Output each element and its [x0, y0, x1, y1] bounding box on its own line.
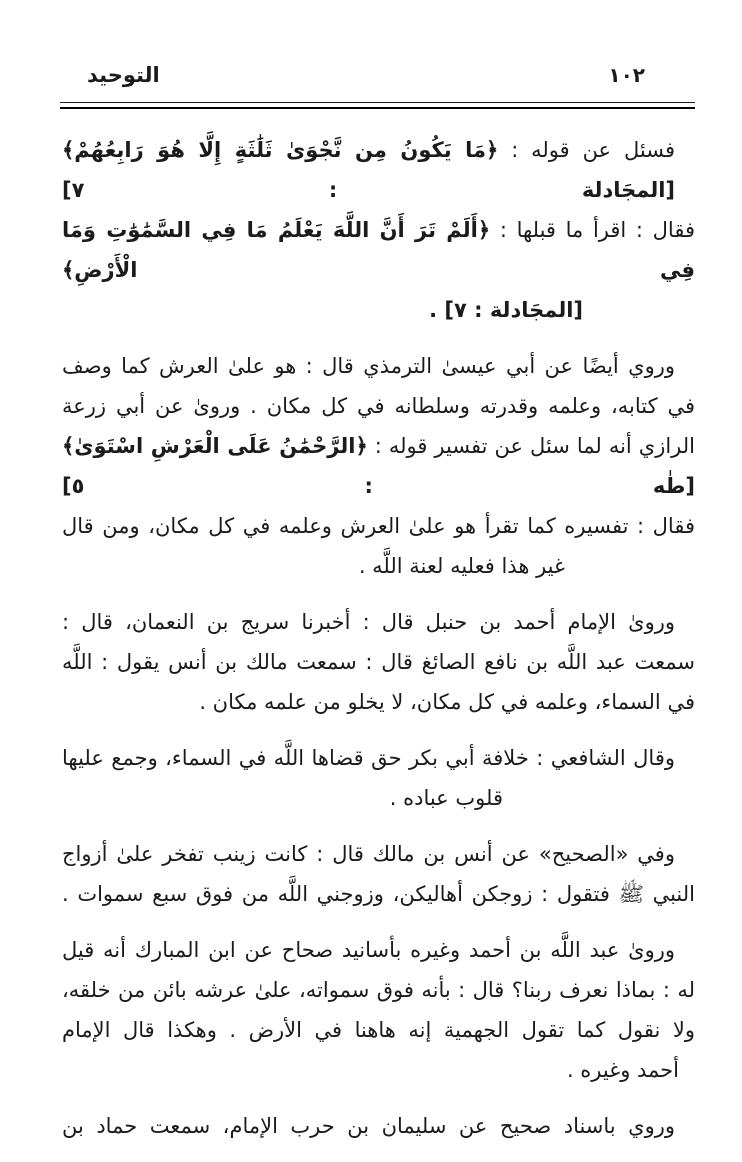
text-line	[62, 738, 695, 778]
text-line	[62, 970, 695, 1010]
text-segment: أحمد وغيره .	[566, 1058, 679, 1082]
text-line	[62, 210, 695, 290]
text-segment: فسئل عن قوله :	[498, 138, 675, 162]
quran-verse: ﴿الرَّحْمَٰنُ عَلَى الْعَرْشِ اسْتَوَىٰ﴾	[62, 434, 368, 458]
text-segment: غير هذا فعليه لعنة اللَّه .	[358, 554, 565, 578]
text-line	[62, 1050, 695, 1090]
text-segment: وفي «الصحيح» عن أنس بن مالك قال : كانت زينب تفخر علىٰ أزواج	[62, 842, 675, 866]
text-line	[62, 130, 695, 210]
text-line	[62, 1106, 695, 1146]
paragraph	[62, 602, 695, 722]
text-line	[62, 930, 695, 970]
text-line	[62, 642, 695, 682]
prophet-salutation: ﷺ	[618, 882, 644, 906]
verse-ref: [المجَادلة : ٧] .	[429, 298, 583, 322]
paragraph	[62, 834, 695, 914]
paragraph	[62, 930, 695, 1090]
verse-ref: [المجَادلة : ٧]	[62, 178, 675, 202]
text-segment: في كتابه، وعلمه وقدرته وسلطانه في كل مكان . وروىٰ عن أبي زرعة	[62, 394, 695, 418]
text-segment: سمعت عبد اللَّه بن نافع الصائغ قال : سمعت مالك بن أنس يقول : اللَّه	[62, 650, 695, 674]
paragraph	[62, 1106, 695, 1146]
page-number: ١٠٢	[608, 63, 645, 87]
text-segment: فتقول : زوجكن أهاليكن، وزوجني اللَّه من فوق سبع سموات .	[62, 882, 619, 906]
text-segment: وروىٰ الإمام أحمد بن حنبل قال : أخبرنا سريج بن النعمان، قال :	[62, 610, 675, 634]
quran-verse: ﴿مَا يَكُونُ مِن نَّجْوَىٰ ثَلَٰثَةٍ إِلَّا هُوَ رَابِعُهُمْ﴾	[62, 138, 499, 162]
verse-ref: [طٰه : ٥]	[62, 474, 695, 498]
paragraph	[62, 130, 695, 330]
quran-verse: ﴿أَلَمْ تَرَ أَنَّ اللَّهَ يَعْلَمُ مَا فِي السَّمَٰوَٰتِ وَمَا فِي الْأَرْضِ﴾	[62, 218, 695, 282]
text-segment: وروي أيضًا عن أبي عيسىٰ الترمذي قال : هو علىٰ العرش كما وصف	[62, 354, 675, 378]
header-divider-rule	[60, 102, 695, 109]
text-line	[62, 1010, 695, 1050]
text-segment: وروىٰ عبد اللَّه بن أحمد وغيره بأسانيد صحاح عن ابن المبارك أنه قيل	[62, 938, 675, 962]
text-line	[62, 546, 695, 586]
text-line	[62, 874, 695, 914]
text-line	[62, 778, 695, 818]
page-body	[62, 130, 695, 1162]
text-segment: وقال الشافعي : خلافة أبي بكر حق قضاها اللَّه في السماء، وجمع عليها	[62, 746, 675, 770]
paragraph	[62, 346, 695, 586]
text-line	[62, 834, 695, 874]
text-line	[62, 346, 695, 386]
text-line	[62, 386, 695, 426]
text-line	[62, 506, 695, 546]
text-line	[62, 426, 695, 506]
text-segment: في السماء، وعلمه في كل مكان، لا يخلو من علمه مكان .	[199, 690, 695, 714]
text-segment: له : بماذا نعرف ربنا؟ قال : بأنه فوق سمواته، علىٰ عرشه بائن من خلقه،	[62, 978, 695, 1002]
text-segment: قلوب عباده .	[389, 786, 503, 810]
text-segment: فقال : اقرأ ما قبلها :	[490, 218, 695, 242]
text-line	[62, 602, 695, 642]
book-title: التوحيد	[87, 63, 160, 87]
text-segment: وروي باسناد صحيح عن سليمان بن حرب الإمام، سمعت حماد بن	[62, 1114, 675, 1138]
page-header	[62, 63, 695, 95]
text-line	[62, 682, 695, 722]
text-segment: فقال : تفسيره كما تقرأ هو علىٰ العرش وعلمه في كل مكان، ومن قال	[62, 514, 695, 538]
paragraph	[62, 738, 695, 818]
text-segment: ولا نقول كما تقول الجهمية إنه هاهنا في الأرض . وهكذا قال الإمام	[62, 1018, 695, 1042]
text-line	[62, 290, 695, 330]
text-segment: الرازي أنه لما سئل عن تفسير قوله :	[367, 434, 695, 458]
text-segment: النبي	[643, 882, 696, 906]
